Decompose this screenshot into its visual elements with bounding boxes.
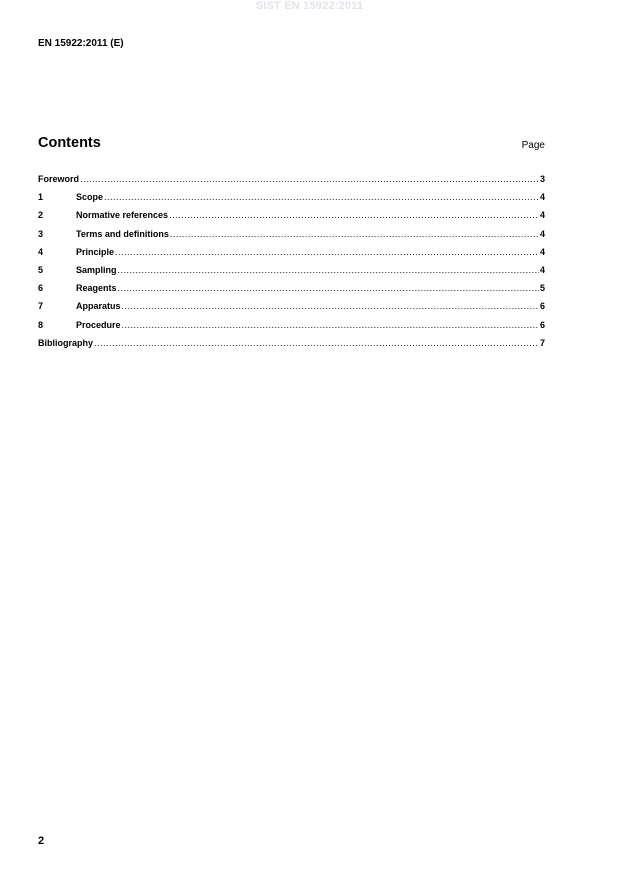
toc-dot-leader <box>169 210 539 220</box>
toc-entry-title: Reagents <box>76 283 117 294</box>
toc-entry-scope[interactable] <box>38 192 545 210</box>
page-number: 2 <box>38 835 45 847</box>
page-column-label: Page <box>521 140 545 151</box>
toc-entry-number: 7 <box>38 301 44 312</box>
toc-entry-number: 3 <box>38 228 44 239</box>
toc-entry-title: Bibliography <box>38 337 94 348</box>
toc-entry-page: 7 <box>539 337 545 348</box>
toc-entry-title: Terms and definitions <box>76 228 169 239</box>
toc-entry-title: Normative references <box>76 210 169 221</box>
toc-entry-terms-and-definitions[interactable] <box>38 229 545 247</box>
toc-dot-leader <box>94 338 539 348</box>
toc-entry-foreword[interactable] <box>38 174 545 192</box>
toc-entry-reagents[interactable] <box>38 283 545 301</box>
toc-entry-title: Foreword <box>38 174 80 184</box>
toc-entry-normative-references[interactable] <box>38 210 545 228</box>
toc-entry-number: 2 <box>38 210 44 221</box>
toc-entry-title: Apparatus <box>76 301 121 312</box>
toc-entry-title: Principle <box>76 246 115 257</box>
toc-entry-title: Procedure <box>76 319 121 330</box>
toc-entry-bibliography[interactable] <box>38 338 545 356</box>
document-identifier: EN 15922:2011 (E) <box>38 38 124 49</box>
toc-entry-page: 4 <box>539 210 545 221</box>
toc-entry-page: 3 <box>539 174 545 184</box>
toc-entry-page: 6 <box>539 301 545 312</box>
contents-heading: Contents <box>38 135 101 151</box>
watermark: SIST EN 15922:2011 <box>255 0 364 12</box>
toc-entry-page: 4 <box>539 192 545 203</box>
toc-entry-principle[interactable] <box>38 247 545 265</box>
toc-dot-leader <box>122 301 539 311</box>
toc-entry-page: 6 <box>539 319 545 330</box>
toc-entry-number: 4 <box>38 246 44 257</box>
toc-entry-number: 8 <box>38 319 44 330</box>
toc-entry-title: Sampling <box>76 264 117 275</box>
table-of-contents <box>38 174 545 356</box>
toc-entry-title: Scope <box>76 192 104 203</box>
toc-entry-apparatus[interactable] <box>38 301 545 319</box>
toc-entry-page: 4 <box>539 228 545 239</box>
toc-dot-leader <box>115 247 539 257</box>
toc-entry-number: 1 <box>38 192 44 203</box>
toc-dot-leader <box>122 320 539 330</box>
toc-entry-sampling[interactable] <box>38 265 545 283</box>
toc-dot-leader <box>80 174 539 184</box>
toc-dot-leader <box>118 265 539 275</box>
toc-entry-procedure[interactable] <box>38 320 545 338</box>
toc-dot-leader <box>170 229 539 239</box>
toc-entry-number: 5 <box>38 264 44 275</box>
toc-entry-page: 5 <box>539 283 545 294</box>
toc-dot-leader <box>104 192 539 202</box>
toc-dot-leader <box>118 283 539 293</box>
toc-entry-page: 4 <box>539 264 545 275</box>
toc-entry-page: 4 <box>539 246 545 257</box>
toc-entry-number: 6 <box>38 283 44 294</box>
